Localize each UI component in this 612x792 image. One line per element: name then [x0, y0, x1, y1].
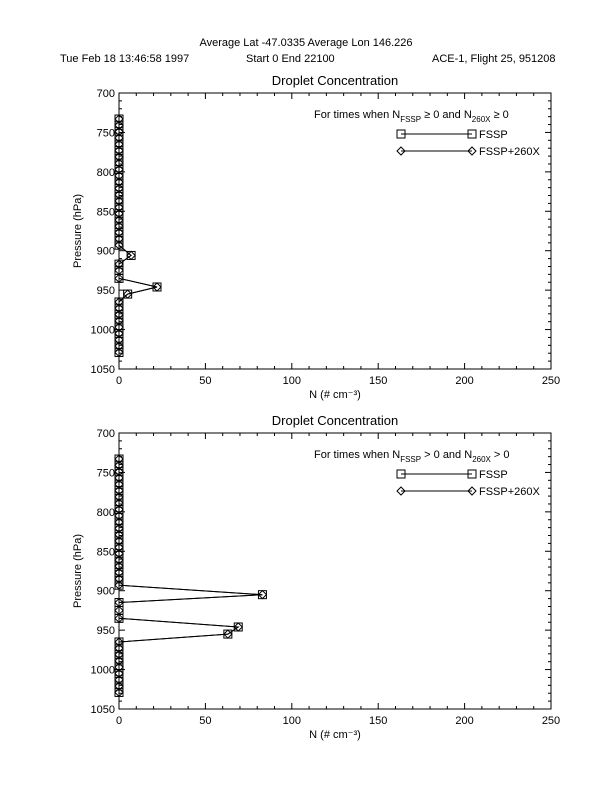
condition-part: > 0 and N [421, 449, 473, 461]
y-tick-label: 750 [96, 467, 115, 480]
header-flight: ACE-1, Flight 25, 951208 [432, 53, 556, 65]
y-tick-label: 800 [96, 166, 115, 179]
series-fssp [115, 455, 266, 696]
x-tick-label: 100 [282, 375, 301, 387]
series-line [119, 119, 157, 352]
y-tick-label: 1000 [90, 664, 115, 677]
y-tick-label: 700 [96, 428, 115, 440]
x-tick-label: 50 [199, 375, 212, 387]
condition-text [314, 109, 509, 124]
x-tick-label: 200 [455, 375, 474, 387]
chart-title: Droplet Concentration [271, 413, 399, 428]
condition-subscript: FSSP [400, 115, 422, 124]
legend-label: FSSP+260X [479, 146, 540, 158]
x-tick-label: 50 [199, 715, 212, 727]
x-axis-label: N (# cm⁻³) [309, 729, 361, 741]
x-tick-label: 0 [115, 375, 123, 387]
x-axis-label: N (# cm⁻³) [309, 389, 361, 401]
y-tick-label: 900 [96, 585, 115, 598]
y-tick-label: 850 [96, 546, 115, 559]
condition-part: > 0 [490, 449, 510, 461]
legend-label: FSSP+260X [479, 486, 540, 498]
header-lat-lon: Average Lat -47.0335 Average Lon 146.226 [199, 37, 413, 49]
x-tick-label: 200 [455, 715, 474, 727]
series-fssp-260x [115, 455, 266, 696]
series-line [119, 459, 262, 692]
legend-label: FSSP [479, 469, 508, 481]
condition-text [314, 449, 510, 464]
y-tick-label: 800 [96, 506, 115, 519]
condition-part: For times when N [314, 449, 401, 461]
y-axis-label: Pressure (hPa) [72, 534, 84, 608]
series-line [119, 459, 262, 692]
y-tick-label: 1000 [90, 324, 115, 337]
y-axis-label: Pressure (hPa) [72, 194, 84, 268]
y-tick-label: 1050 [90, 364, 115, 376]
legend-label: FSSP [479, 129, 508, 141]
condition-subscript: FSSP [400, 455, 422, 464]
x-tick-label: 250 [541, 715, 561, 727]
x-tick-label: 0 [115, 715, 123, 727]
y-tick-label: 750 [96, 127, 115, 140]
y-tick-label: 1050 [90, 704, 115, 716]
x-tick-label: 250 [541, 375, 561, 387]
condition-part: ≥ 0 [490, 109, 509, 121]
condition-subscript: 260X [472, 455, 491, 464]
series-line [119, 119, 157, 352]
header-date: Tue Feb 18 13:46:58 1997 [60, 53, 190, 65]
y-tick-label: 700 [96, 88, 115, 100]
x-tick-label: 150 [369, 715, 388, 727]
y-tick-label: 850 [96, 206, 115, 219]
x-tick-label: 100 [282, 715, 301, 727]
y-tick-label: 950 [96, 625, 115, 638]
condition-part: For times when N [314, 109, 401, 121]
condition-subscript: 260X [471, 115, 491, 124]
condition-part: ≥ 0 and N [421, 109, 472, 121]
x-tick-label: 150 [369, 375, 388, 387]
series-fssp-260x [115, 115, 161, 356]
header-time-range: Start 0 End 22100 [246, 53, 335, 65]
chart-title: Droplet Concentration [271, 73, 399, 88]
y-tick-label: 950 [96, 285, 115, 298]
y-tick-label: 900 [96, 245, 115, 258]
